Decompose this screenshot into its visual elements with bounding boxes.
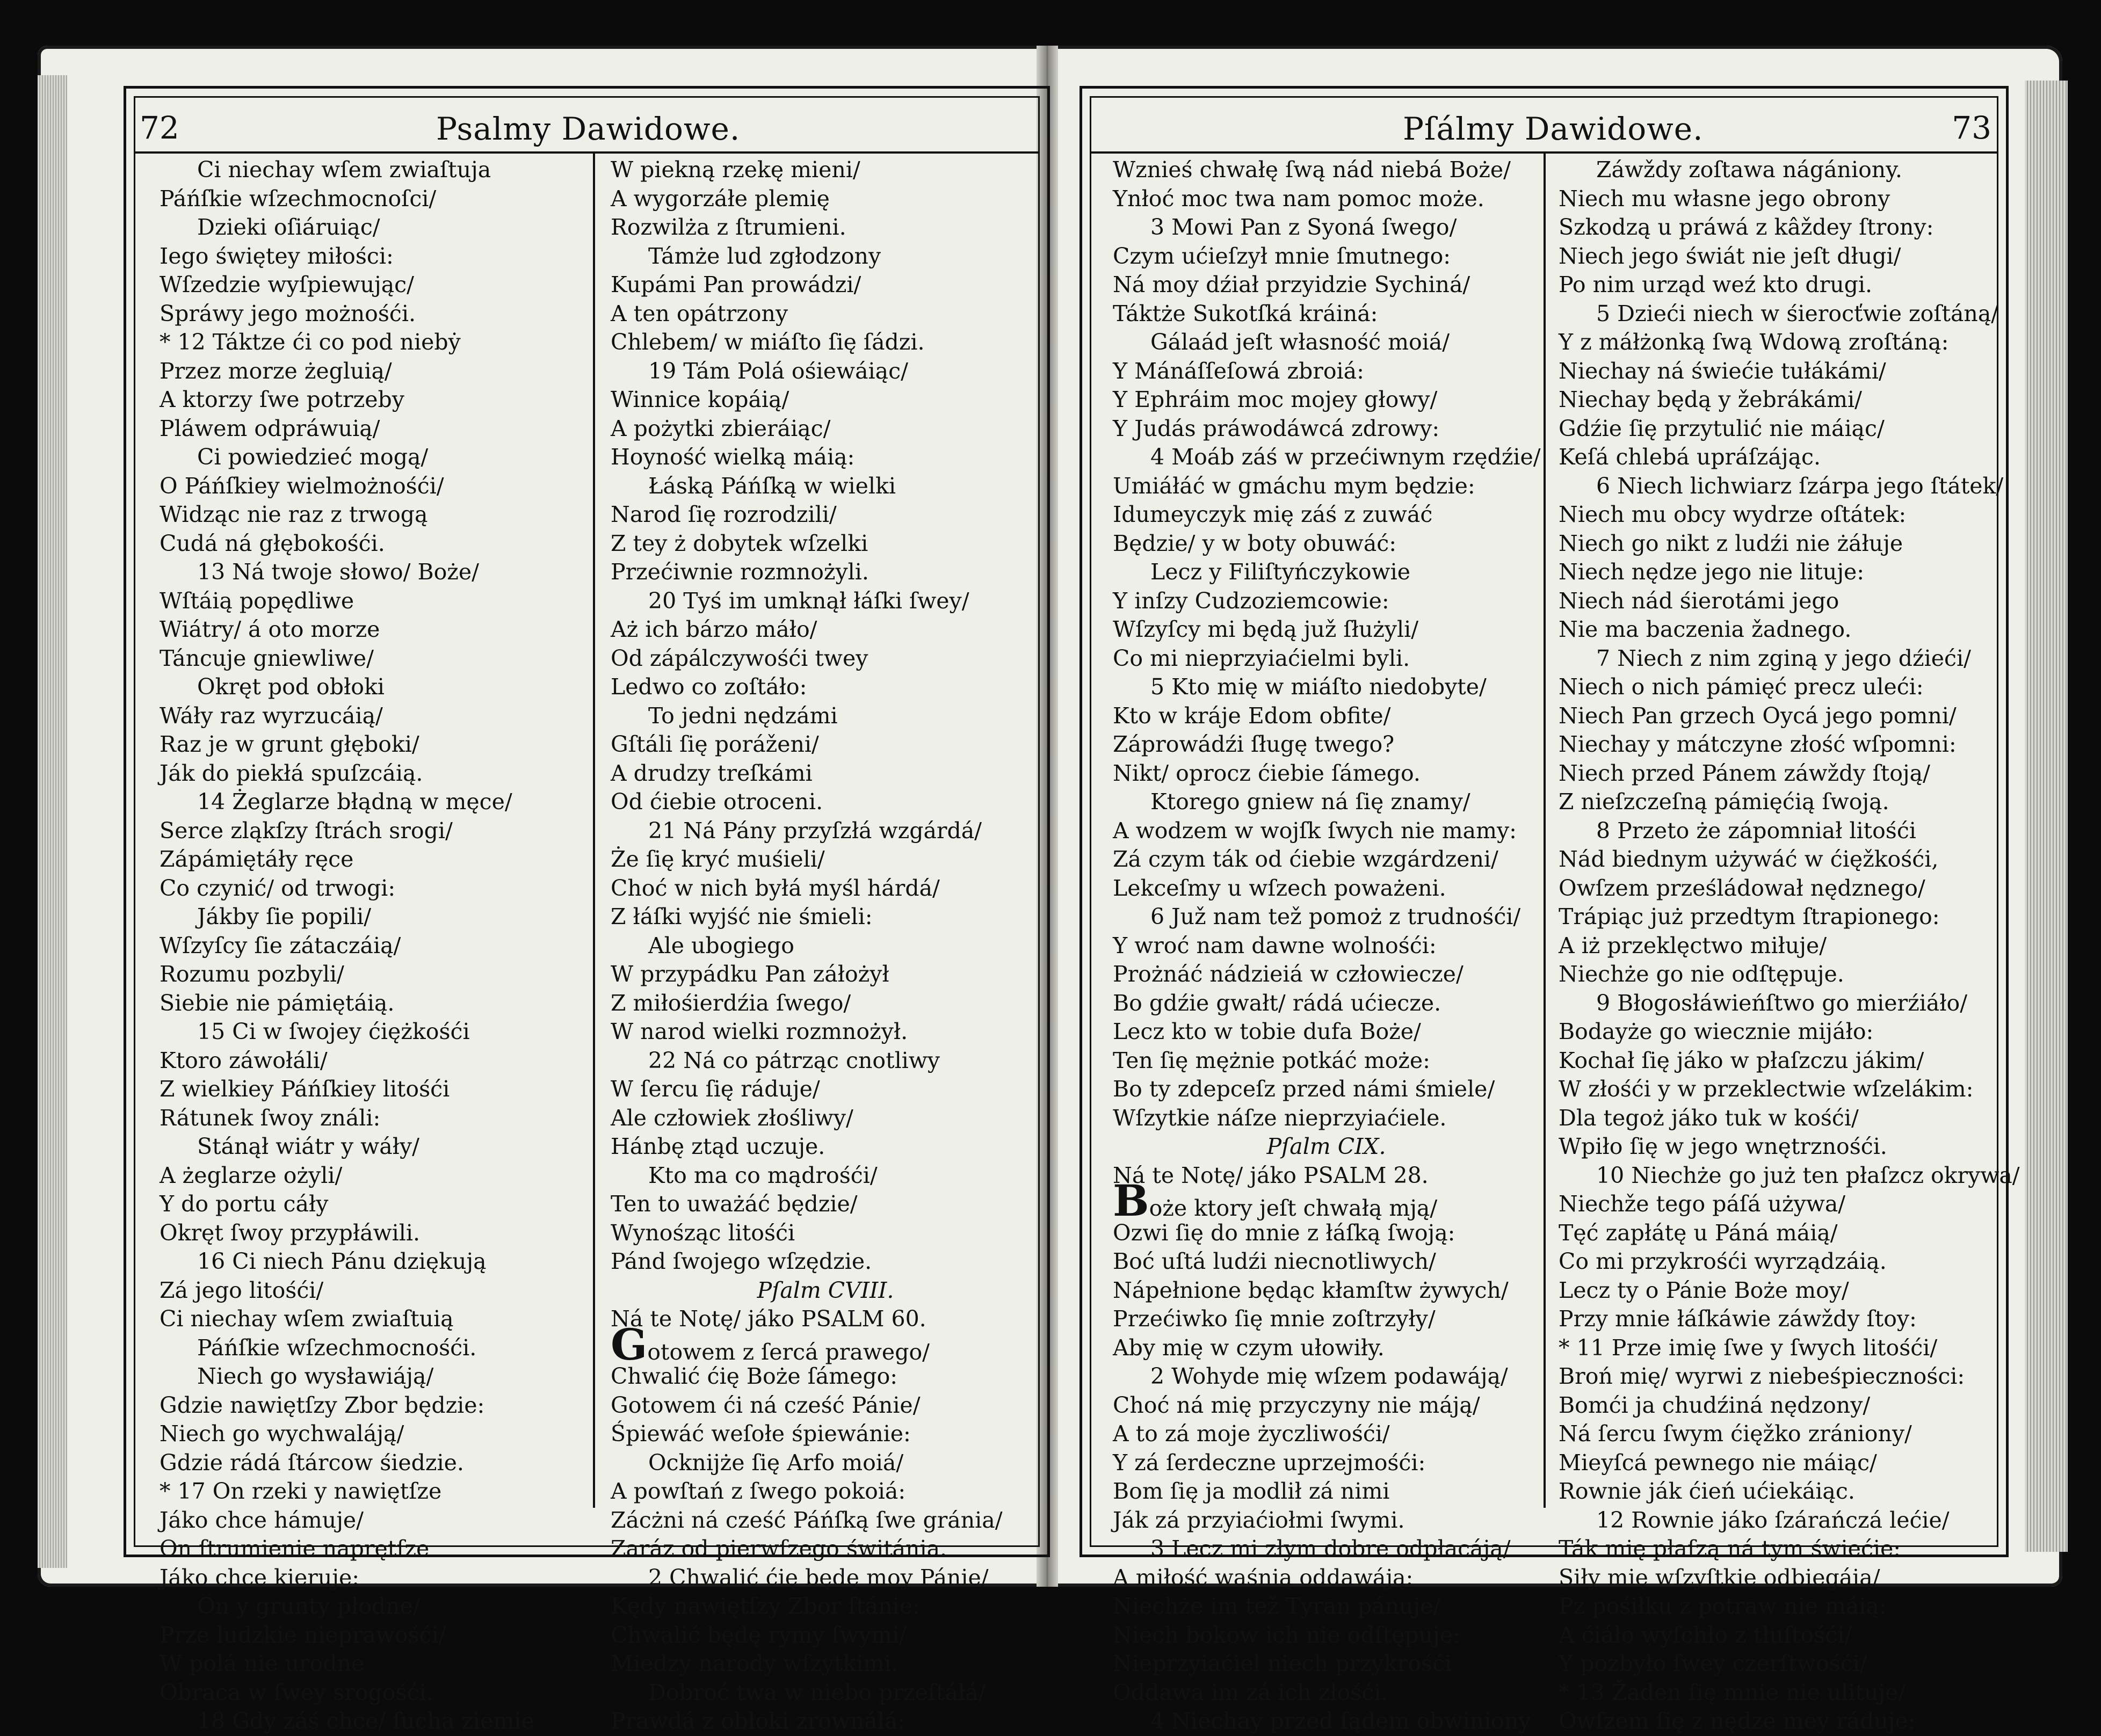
verse-line: W ſercu ſię ráduje/ — [611, 1076, 820, 1102]
verse-line: Przećiwko ſię mnie zoſtrzyły/ — [1113, 1306, 1436, 1332]
verse-line: Prze ludzkie nieprawośći/ — [160, 1622, 446, 1648]
verse-line: 20 Tyś im umknął łáſki ſwey/ — [648, 587, 969, 614]
verse-line: Szkodzą u práwá z kâždey ſtrony: — [1559, 214, 1934, 240]
verse-line: Támże lud zgłodzony — [648, 243, 881, 269]
verse-line: Y Ephráim moc mojey głowy/ — [1113, 387, 1438, 412]
right-page — [1080, 86, 2020, 1734]
verse-line: Winnice kopáią/ — [611, 387, 789, 412]
verse-line: Niech nád śierotámi jego — [1559, 587, 1839, 614]
verse-line: Niechże im tež Tyran pánuje/ — [1113, 1593, 1441, 1619]
verse-line: Kędy nawiętſzy Zbor ſtánie: — [611, 1593, 920, 1619]
verse-line: Choć ná mię przyczyny nie máją/ — [1113, 1392, 1480, 1418]
verse-line: A ten opátrzony — [611, 300, 788, 326]
verse-line: Gdzie nawiętſzy Zbor będzie: — [160, 1392, 485, 1418]
verse-line: Niechay y mátczyne złość wſpomni: — [1559, 731, 1957, 757]
verse-line: Z wielkiey Páńſkiey litośći — [160, 1076, 450, 1102]
verse-line: Rátunek ſwoy ználi: — [160, 1105, 381, 1131]
verse-line: Niechże go nie odſtępuje. — [1559, 961, 1844, 987]
verse-line: 4 Moáb záś w przećiwnym rzędźie/ — [1150, 444, 1541, 470]
verse-line: Śpiewáć weſołe śpiewánie: — [611, 1421, 911, 1447]
verse-line: Z łáſki wyjść nie śmieli: — [611, 904, 873, 929]
verse-line: Niech Pan grzech Oycá jego pomni/ — [1559, 702, 1957, 729]
right-page-frame — [1090, 96, 2020, 1734]
verse-line: Bodayże go wiecznie mijáło: — [1559, 1019, 1874, 1044]
verse-line: Boć uſtá ludźi niecnotliwych/ — [1113, 1248, 1436, 1274]
verse-line: 2 Wohyde mię wſzem podawáją/ — [1150, 1363, 1508, 1389]
verse-line: Ják do piekłá spuſzcáią. — [160, 760, 423, 786]
verse-line: Kto w kráje Edom obfite/ — [1113, 702, 1391, 729]
verse-line: On y grunty płodne/ — [197, 1593, 421, 1619]
verse-line: Umiáłáć w gmáchu mym będzie: — [1113, 473, 1475, 499]
verse-line: Ktoro záwołáli/ — [160, 1047, 328, 1073]
header-rule — [135, 151, 1038, 154]
verse-line: Ják zá przyiaćiołmi ſwymi. — [1113, 1507, 1405, 1533]
verse-line: Niech mu własne jego obrony — [1559, 185, 1890, 212]
verse-line: Páńſkie wſzechmocnośći. — [197, 1334, 477, 1361]
verse-line: Iego świętey miłości: — [160, 243, 394, 269]
verse-line: Gdzie rádá ſtárcow śiedzie. — [160, 1449, 464, 1476]
verse-line: Ten to uważáć będzie/ — [611, 1191, 858, 1217]
verse-line: Pz pośiłku z potraw nie máią: — [1559, 1593, 1887, 1619]
verse-line: 15 Ci w ſwojey ćiężkośći — [197, 1019, 470, 1044]
verse-line: A żeglarze ożyli/ — [160, 1162, 343, 1188]
verse-line: Ci niechay wſem zwiaſtuja — [197, 157, 491, 183]
verse-line: Cudá ná głębokośći. — [160, 530, 385, 556]
verse-line: 3 Mowi Pan z Syoná ſwego/ — [1150, 214, 1457, 240]
psalm-heading: Pſalm CVIII. — [757, 1277, 894, 1303]
verse-line: Niech go nikt z ludźi nie żáłuje — [1559, 530, 1903, 556]
verse-line: A powſtań z ſwego pokoiá: — [611, 1478, 906, 1504]
verse-line: Jáko chce hámuje/ — [160, 1507, 364, 1533]
verse-line: Ten ſię mężnie potkáć może: — [1113, 1047, 1430, 1073]
verse-line: 9 Błogosłáwieńſtwo go mierźiáło/ — [1596, 990, 1968, 1016]
verse-line: Okręt pod obłoki — [197, 674, 385, 700]
verse-line: Bo gdźie gwałt/ rádá ućiecze. — [1113, 990, 1441, 1016]
left-page — [124, 86, 1050, 1734]
text-column-left — [1113, 156, 1541, 1734]
verse-line: Dla tegoż jáko tuk w kośći/ — [1559, 1105, 1859, 1131]
verse-line: Raz je w grunt głęboki/ — [160, 731, 419, 757]
verse-line: Trápiąc już przedtym ſtrapionego: — [1559, 904, 1940, 929]
verse-line: Zá czym ták od ćiebie wzgárdzeni/ — [1113, 846, 1498, 872]
verse-line: Wynośząc litośći — [611, 1219, 795, 1246]
page-number: 73 — [1952, 110, 1991, 146]
verse-line: Prożnáć nádzieiá w człowiecze/ — [1113, 961, 1464, 987]
verse-line: Siebie nie pámiętáią. — [160, 990, 395, 1016]
verse-line: Wpiło ſię w jego wnętrznośći. — [1559, 1134, 1887, 1159]
verse-line: Przećiwnie rozmnożyli. — [611, 559, 869, 585]
verse-line: Táktże Sukotſká kráiná: — [1113, 300, 1378, 326]
verse-line: Niech mu obcy wydrze oſtátek: — [1559, 502, 1907, 527]
verse-line: Chlebem/ w miáſto ſię ſádzi. — [611, 329, 925, 355]
verse-line: * 12 Táktze ći co pod niebẏ — [160, 329, 461, 355]
verse-line: Lecz y Filiſtyńczykowie — [1150, 559, 1411, 585]
verse-line: Lekceſmy u wſzech poważeni. — [1113, 875, 1446, 901]
verse-line: Y do portu cáły — [160, 1191, 329, 1217]
column-divider — [593, 151, 595, 1508]
text-column-right — [1559, 156, 2020, 1734]
verse-line: Owſzem ſię z nędze mey ráduje: — [1559, 1708, 1916, 1734]
verse-line: Oddawa im zá ich złośći. — [1113, 1679, 1388, 1705]
verse-line: Páńſkie wſzechmocnoſci/ — [160, 185, 437, 212]
verse-line: Ná te Notę/ jáko PSALM 60. — [611, 1306, 926, 1332]
verse-line: A drudzy treſkámi — [611, 760, 813, 786]
verse-line: Wſzedzie wyſpiewując/ — [160, 272, 414, 297]
verse-line: Ci powiedzieć mogą/ — [197, 444, 429, 470]
verse-line: Gſtáli ſię poráženi/ — [611, 731, 819, 757]
verse-line: Gdźie ſię przytulić nie máiąc/ — [1559, 415, 1885, 441]
verse-line: Zápámiętáły ręce — [160, 846, 354, 872]
verse-line: 19 Tám Polá ośiewáiąc/ — [648, 358, 908, 384]
verse-line: Y inſzy Cudzoziemcowie: — [1113, 587, 1389, 614]
verse-line: Co mi przykrośći wyrządzáią. — [1559, 1248, 1887, 1274]
verse-line: Bo ty zdepceſz przed námi śmiele/ — [1113, 1076, 1495, 1102]
verse-line: A pożytki zbieráiąc/ — [611, 415, 831, 441]
verse-line: Ale człowiek złośliwy/ — [611, 1105, 853, 1131]
verse-line: Aby mię w czym ułowiły. — [1113, 1334, 1385, 1361]
verse-line: 13 Ná twoje słowo/ Boże/ — [197, 559, 479, 585]
verse-line: Bomći ja chudźiná nędzony/ — [1559, 1392, 1871, 1418]
verse-line: Ynłoć moc twa nam pomoc może. — [1113, 185, 1484, 212]
verse-line: Obraca w ſwey srogośći. — [160, 1679, 433, 1705]
verse-line: 7 Niech z nim zginą y jego dźieći/ — [1596, 645, 1971, 671]
verse-line: Bom ſię ja modlił zá nimi — [1113, 1478, 1390, 1504]
verse-line: Ozwi ſię do mnie z łáſką ſwoją: — [1113, 1219, 1455, 1246]
verse-line: Hoyność wielką máią: — [611, 444, 855, 470]
verse-line: 10 Niechże go już ten płaſzcz okrywa/ — [1596, 1162, 2020, 1188]
verse-line: 8 Przeto że zápomniał litośći — [1596, 817, 1916, 844]
verse-line: To jedni nędzámi — [648, 702, 838, 729]
verse-line: Idumeyczyk mię záś z zuwáć — [1113, 502, 1433, 527]
verse-line: 16 Ci niech Pánu dziękują — [197, 1248, 487, 1274]
page-number: 72 — [140, 110, 179, 146]
verse-line: Czym ućieſzył mnie ſmutnego: — [1113, 243, 1451, 269]
verse-line: Serce zląkſzy ſtrách srogi/ — [160, 817, 453, 844]
verse-line: * 13 Žaden ſię mnie nie ulituje/ — [1559, 1679, 1906, 1705]
verse-line: Hánbę ztąd uczuje. — [611, 1134, 825, 1159]
verse-line: Niech jego świát nie jeſt długi/ — [1559, 243, 1901, 269]
verse-line: Niech go wychwaláją/ — [160, 1421, 404, 1447]
verse-line: 18 Gdy záś chce/ ſucha ziemie — [197, 1708, 534, 1734]
verse-line: Z tey ż dobytek wſzelki — [611, 530, 868, 556]
verse-line: A to zá moje życzliwośći/ — [1113, 1421, 1390, 1447]
verse-line: Nápełnione będąc kłamſtw żywych/ — [1113, 1277, 1509, 1303]
verse-line: 22 Ná co pátrząc cnotliwy — [648, 1047, 940, 1073]
verse-line: Ale ubogiego — [648, 932, 794, 958]
verse-line: A miłość waśnią oddawáją: — [1113, 1564, 1414, 1590]
verse-line: Dobroć twa w niebo przeſtáłá/ — [648, 1679, 986, 1705]
verse-line: Spráwy jego możnośći. — [160, 300, 416, 326]
right-page-edges — [2025, 81, 2068, 1552]
verse-line: O Páńſkiey wielmożnośći/ — [160, 473, 444, 499]
verse-line: Y zá ſerdeczne uprzejmośći: — [1113, 1449, 1426, 1476]
verse-line: 5 Kto mię w miáſto niedobyte/ — [1150, 674, 1487, 700]
verse-line: Chwalić będę rymy ſwymi/ — [611, 1622, 907, 1648]
verse-line: Ná te Notę/ jáko PSALM 28. — [1113, 1162, 1429, 1188]
running-head: Psalmy Dawidowe. — [436, 111, 741, 147]
verse-line: Jákby ſie popili/ — [197, 904, 372, 929]
verse-line: Stánął wiátr y wáły/ — [197, 1134, 419, 1159]
verse-line: Kochał ſię jáko w płaſzczu jákim/ — [1559, 1047, 1924, 1073]
verse-line: * 17 On rzeki y nawiętſze — [160, 1478, 442, 1504]
verse-line: Niech bokow ich nie odſtępuje: — [1113, 1622, 1460, 1648]
verse-line: Ták mię płaſzą ná tym świećie: — [1559, 1536, 1901, 1561]
verse-line: Niechay będą y žebrákámi/ — [1559, 387, 1862, 412]
verse-line: Nieprzyiaćiel niech przykrośći — [1113, 1651, 1452, 1676]
verse-line: Rozwilża z ſtrumieni. — [611, 214, 846, 240]
text-column-right — [611, 156, 1040, 1734]
verse-line: Y wroć nam dawne wolnośći: — [1113, 932, 1437, 958]
verse-line: W przypádku Pan záłożył — [611, 961, 889, 987]
verse-line: Po nim urząd weź kto drugi. — [1559, 272, 1873, 297]
psalm-heading: Pſalm CIX. — [1266, 1134, 1386, 1159]
verse-line: Niechay ná świećie tułákámi/ — [1559, 358, 1886, 384]
verse-line: Co czynić/ od trwogi: — [160, 875, 396, 901]
verse-line: W polá nie urodne — [160, 1651, 365, 1676]
verse-line: Prawdá z obłoki zrownáłá: — [611, 1708, 905, 1734]
verse-line: Widząc nie raz z trwogą — [160, 502, 428, 527]
verse-line: 5 Dzieći niech w śierocťwie zoſtáną/ — [1596, 300, 1999, 326]
verse-line: Gálaád jeſt własność moiá/ — [1150, 329, 1450, 355]
verse-line: Niech o nich pámięć precz uleći: — [1559, 674, 1924, 700]
verse-line: Pánd ſwojego wſzędzie. — [611, 1248, 872, 1274]
left-page-frame — [134, 96, 1040, 1734]
verse-line: Ktorego gniew ná ſię znamy/ — [1150, 789, 1470, 815]
verse-line: Broń mię/ wyrwi z niebeśpieczności: — [1559, 1363, 1965, 1389]
verse-line: 3 Lecz mi złym dobre odpłacáją/ — [1150, 1536, 1511, 1561]
verse-line: Záprowádźi ſługę twego? — [1113, 731, 1395, 757]
verse-line: Ci niechay wſem zwiaſtuią — [160, 1306, 454, 1332]
verse-line: Jáko chce kieruje: — [160, 1564, 360, 1590]
verse-line: W narod wielki rozmnożył. — [611, 1019, 908, 1044]
verse-line: Záwždy zoſtawa nágániony. — [1596, 157, 1902, 183]
verse-line: Będzie/ y w boty obuwáć: — [1113, 530, 1397, 556]
verse-line: Owſzem prześládował nędznego/ — [1559, 875, 1925, 901]
verse-line: Dzieki oſiáruiąc/ — [197, 214, 380, 240]
verse-line: * 11 Prze imię ſwe y ſwych litośći/ — [1559, 1334, 1938, 1361]
verse-line: A iż przeklęctwo miłuje/ — [1559, 932, 1827, 958]
verse-line: Niech go wysławiáją/ — [197, 1363, 434, 1389]
verse-line: 21 Ná Pány przyſzłá wzgárdá/ — [648, 817, 982, 844]
verse-line: Wſtáią popędliwe — [160, 587, 354, 614]
verse-line: Y Mánáſſeſowá zbroiá: — [1113, 358, 1364, 384]
verse-line: 6 Juž nam tež pomoż z trudnośći/ — [1150, 904, 1521, 929]
verse-line: 2 Chwalić ćię będę moy Pánie/ — [648, 1564, 989, 1590]
verse-line: A ćiáło wyſchło z tłuſtośći/ — [1559, 1622, 1852, 1648]
verse-line: Łáską Páńſką w wielki — [648, 473, 896, 499]
verse-line: Zá jego litośći/ — [160, 1277, 324, 1303]
verse-line: A wodzem w wojſk ſwych nie mamy: — [1113, 817, 1517, 844]
verse-line: Tęć zapłátę u Páná máią/ — [1559, 1219, 1838, 1246]
verse-line: Ná ſercu ſwym ćięžko zrániony/ — [1559, 1421, 1912, 1447]
verse-line: Rozumu pozbyli/ — [160, 961, 344, 987]
verse-line: On ſtrumienie naprętſze — [160, 1536, 430, 1561]
verse-line: Zaráz od pierwſzego świtánia. — [611, 1536, 947, 1561]
verse-line: Przy mnie łáſkáwie záwždy ſtoy: — [1559, 1306, 1917, 1332]
verse-line: Y Judás práwodáwcá zdrowy: — [1113, 415, 1440, 441]
verse-line: 4 Niechay przed ſądem obwiniony — [1150, 1708, 1531, 1734]
running-head: Pſálmy Dawidowe. — [1403, 111, 1704, 147]
verse-line: Wſzyſcy mi będą juž ſłużyli/ — [1113, 616, 1419, 642]
verse-line: Że ſię kryć muśieli/ — [611, 846, 825, 872]
verse-line: Od ćiebie otroceni. — [611, 789, 823, 815]
verse-line: Miedzy narody wſzytkimi. — [611, 1651, 899, 1676]
verse-line: Nie ma baczenia žadnego. — [1559, 616, 1852, 642]
verse-line: Narod ſię rozrodzili/ — [611, 502, 837, 527]
verse-line: Lecz kto w tobie dufa Boże/ — [1113, 1019, 1421, 1044]
verse-line: Y pozbyło ſwey czerſtwośći/ — [1559, 1651, 1867, 1676]
verse-line: Ledwo co zoſtáło: — [611, 674, 807, 700]
verse-line: Z nieſzczeſną pámięćią ſwoją. — [1559, 789, 1889, 815]
verse-line: Y z máłżonką ſwą Wdową zroſtáną: — [1559, 329, 1949, 355]
verse-line: Choć w nich byłá myśl hárdá/ — [611, 875, 940, 901]
verse-line: Chwalić ćię Boże ſámego: — [611, 1363, 898, 1389]
verse-line: Ocknijże ſię Arfo moiá/ — [648, 1449, 904, 1476]
verse-line: Keſá chlebá upráſzájąc. — [1559, 444, 1821, 470]
verse-line: 6 Niech lichwiarz ſzárpa jego ſtátek/ — [1596, 473, 2004, 499]
verse-line: A wygorzáłe plemię — [611, 185, 830, 212]
verse-line: A ktorzy ſwe potrzeby — [160, 387, 404, 412]
verse-line: Kto ma co mądrośći/ — [648, 1162, 878, 1188]
verse-line: Ná moy dźiał przyidzie Sychiná/ — [1113, 272, 1470, 297]
verse-line: Aż ich bárzo máło/ — [611, 616, 817, 642]
verse-line: Lecz ty o Pánie Boże moy/ — [1559, 1277, 1849, 1303]
text-column-left — [160, 156, 589, 1734]
verse-line: Wſzyſcy ſie zátaczáią/ — [160, 932, 401, 958]
verse-line: Niech przed Pánem záwždy ſtoją/ — [1559, 760, 1930, 786]
verse-line: Okręt ſwoy przypłáwili. — [160, 1219, 421, 1246]
verse-line: Wznieś chwałę ſwą nád niebá Boże/ — [1113, 157, 1511, 183]
verse-line: Niech nędze jego nie lituje: — [1559, 559, 1865, 585]
verse-line: Rownie ják ćień ućiekáiąc. — [1559, 1478, 1855, 1504]
verse-line: Z miłośierdźia ſwego/ — [611, 990, 851, 1016]
verse-line: W złośći y w przeklectwie wſzelákim: — [1559, 1076, 1974, 1102]
verse-line: W piekną rzekę mieni/ — [611, 157, 860, 183]
verse-line: Od zápálczywośći twey — [611, 645, 868, 671]
verse-line: Zácżni ná cześć Páńſką ſwe gránia/ — [611, 1507, 1003, 1533]
verse-line: Wſzytkie náſze nieprzyiaćiele. — [1113, 1105, 1447, 1131]
verse-line: Przez morze żegluią/ — [160, 358, 392, 384]
verse-line: Boże ktory jeſt chwałą mją/ — [1113, 1175, 1438, 1226]
verse-line: Pláwem odpráwuią/ — [160, 415, 380, 441]
verse-line: Niechže tego páſá używa/ — [1559, 1191, 1846, 1217]
verse-line: Táncuje gniewliwe/ — [160, 645, 374, 671]
verse-line: 12 Rownie jáko ſzárańczá lećie/ — [1596, 1507, 1950, 1533]
verse-line: Kupámi Pan prowádzi/ — [611, 272, 861, 297]
verse-line: Wáły raz wyrzucáią/ — [160, 702, 383, 729]
left-page-edges — [38, 75, 67, 1568]
verse-line: Nikt/ oprocz ćiebie ſámego. — [1113, 760, 1421, 786]
column-divider — [1544, 151, 1546, 1508]
verse-line: Wiátry/ á oto morze — [160, 616, 380, 642]
verse-line: Gotowem z ſercá prawego/ — [611, 1319, 930, 1370]
verse-line: Gotowem ći ná cześć Pánie/ — [611, 1392, 921, 1418]
verse-line: Mieyſcá pewnego nie máiąc/ — [1559, 1449, 1877, 1476]
verse-line: Co mi nieprzyiaćielmi byli. — [1113, 645, 1410, 671]
verse-line: 14 Żeglarze błądną w męce/ — [197, 789, 512, 815]
verse-line: Siły mię wſzyſtkie odbiegáią/ — [1559, 1564, 1880, 1590]
verse-line: Nád biednym używáć w ćięžkośći, — [1559, 846, 1939, 872]
